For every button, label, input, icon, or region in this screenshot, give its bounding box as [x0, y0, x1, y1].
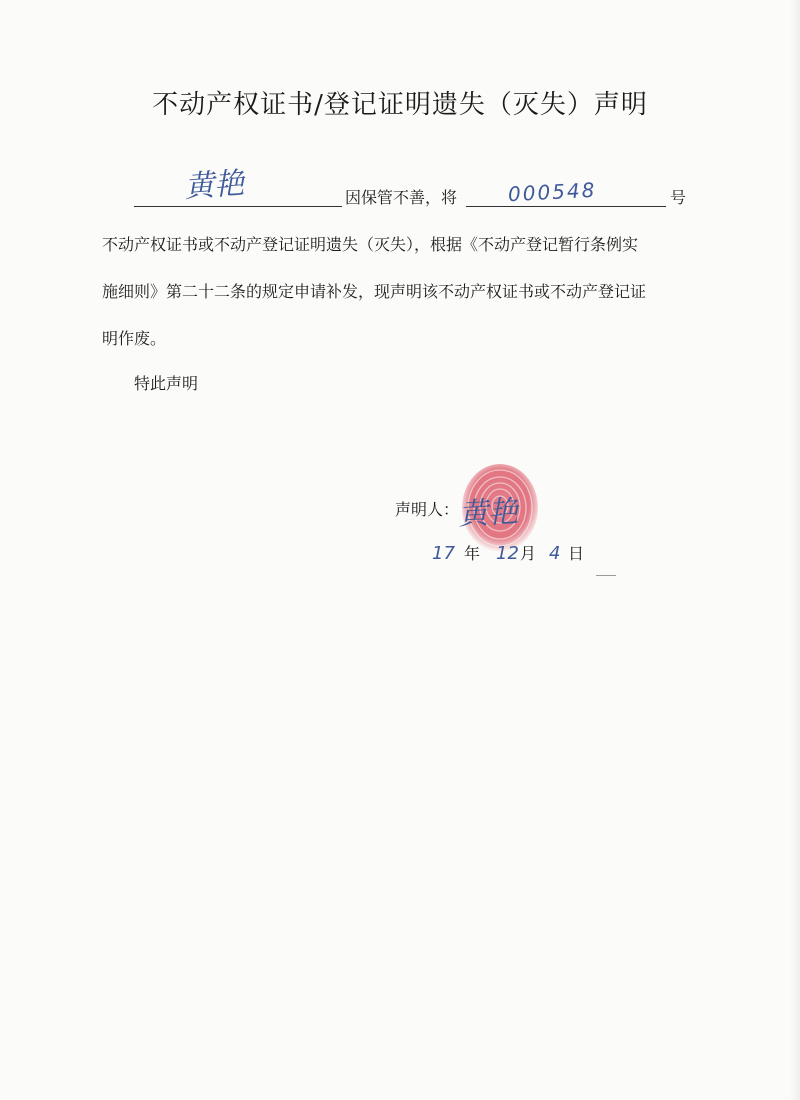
date-year-suffix: 年: [464, 544, 481, 563]
line1-text-after-number: 号: [670, 188, 687, 207]
line1-text-after-name: 因保管不善，将: [345, 188, 458, 207]
body-line-3: 施细则》第二十二条的规定申请补发，现声明该不动产权证书或不动产登记证: [102, 282, 647, 301]
declarant-signature: 黄艳: [457, 494, 520, 533]
document-title: 不动产权证书/登记证明遗失（灭失）声明: [152, 90, 648, 120]
declarant-label: 声明人：: [395, 500, 460, 519]
handwritten-day: 4: [549, 543, 561, 564]
page-edge-shadow: [790, 0, 800, 1100]
handwritten-year: 17: [432, 543, 455, 564]
closing-statement: 特此声明: [134, 374, 199, 393]
body-line-4: 明作废。: [102, 329, 167, 348]
handwritten-name: 黄艳: [183, 165, 246, 206]
body-line-2: 不动产权证书或不动产登记证明遗失（灭失），根据《不动产登记暂行条例实: [102, 235, 639, 254]
handwritten-month: 12: [496, 543, 519, 564]
handwritten-certificate-number: 000548: [507, 177, 597, 207]
pen-mark: [596, 575, 616, 576]
date-month-suffix: 月: [520, 544, 537, 563]
date-day-suffix: 日: [568, 544, 585, 563]
